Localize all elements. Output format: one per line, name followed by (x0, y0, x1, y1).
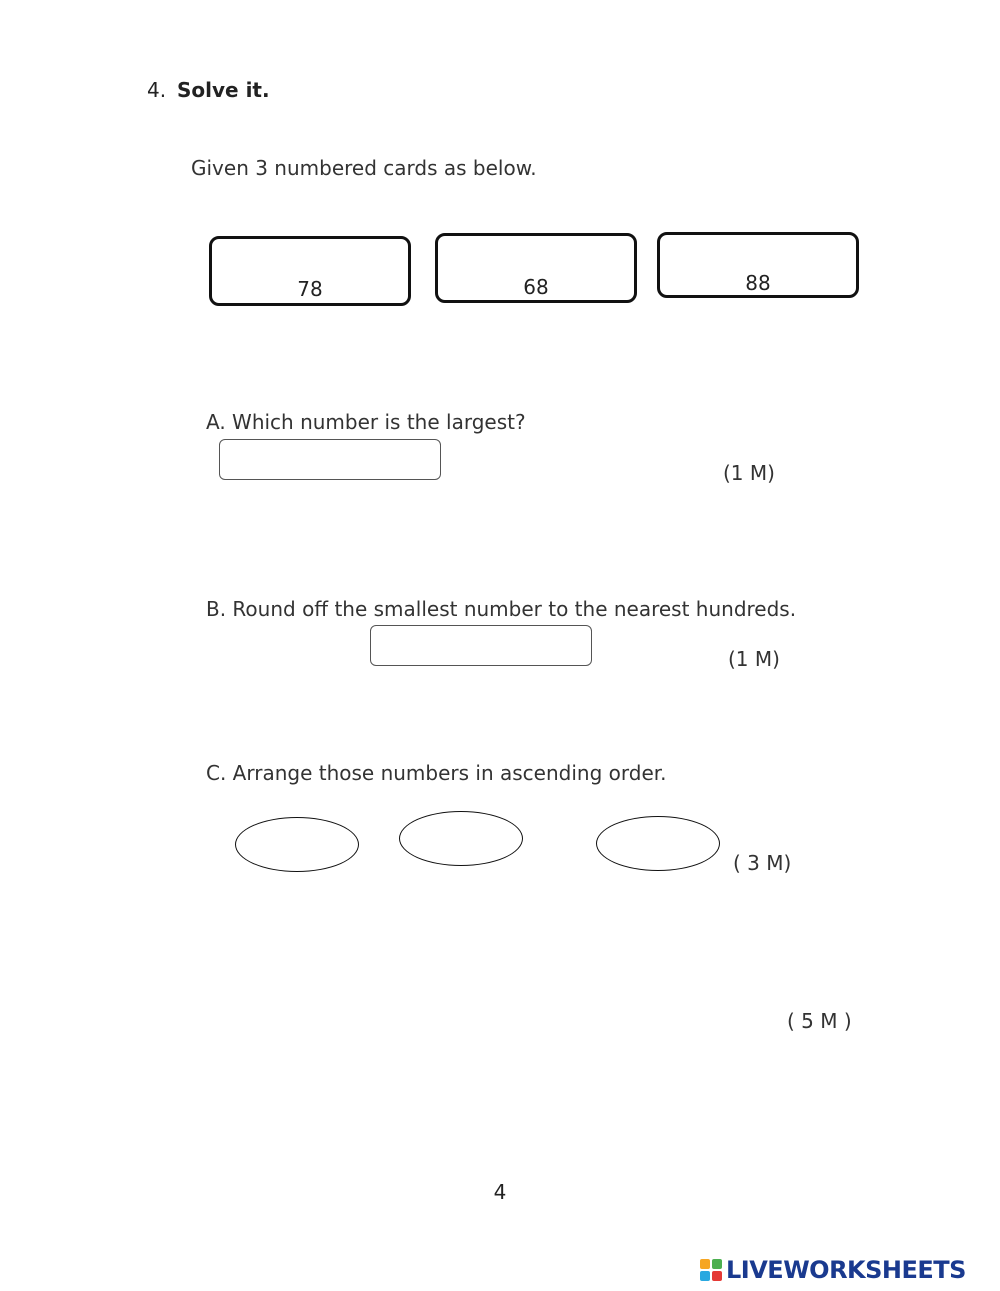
part-b-marks: (1 M) (728, 647, 780, 671)
question-title: Solve it. (177, 78, 270, 102)
card-value: 68 (523, 275, 549, 299)
liveworksheets-logo (700, 1255, 966, 1285)
part-c-answer-oval-2[interactable] (399, 811, 523, 866)
page-number: 4 (493, 1180, 507, 1204)
card-value: 78 (297, 277, 323, 301)
card-value: 88 (745, 271, 771, 295)
part-b-prompt: B. Round off the smallest number to the nearest hundreds. (206, 597, 797, 621)
part-a-marks: (1 M) (723, 461, 775, 485)
part-a-answer-input[interactable] (219, 439, 441, 480)
liveworksheets-icon (700, 1259, 722, 1281)
part-c-answer-oval-3[interactable] (596, 816, 720, 871)
number-card-1 (209, 236, 411, 306)
question-number: 4. (147, 78, 167, 102)
part-a-prompt: A. Which number is the largest? (206, 410, 526, 434)
part-c-prompt: C. Arrange those numbers in ascending order. (206, 761, 667, 785)
number-card-3 (657, 232, 859, 298)
total-marks: ( 5 M ) (787, 1009, 852, 1033)
intro-text: Given 3 numbered cards as below. (191, 156, 537, 180)
part-c-answer-oval-1[interactable] (235, 817, 359, 872)
number-card-2 (435, 233, 637, 303)
liveworksheets-wordmark: LIVEWORKSHEETS (726, 1256, 966, 1284)
part-b-answer-input[interactable] (370, 625, 592, 666)
part-c-marks: ( 3 M) (733, 851, 792, 875)
